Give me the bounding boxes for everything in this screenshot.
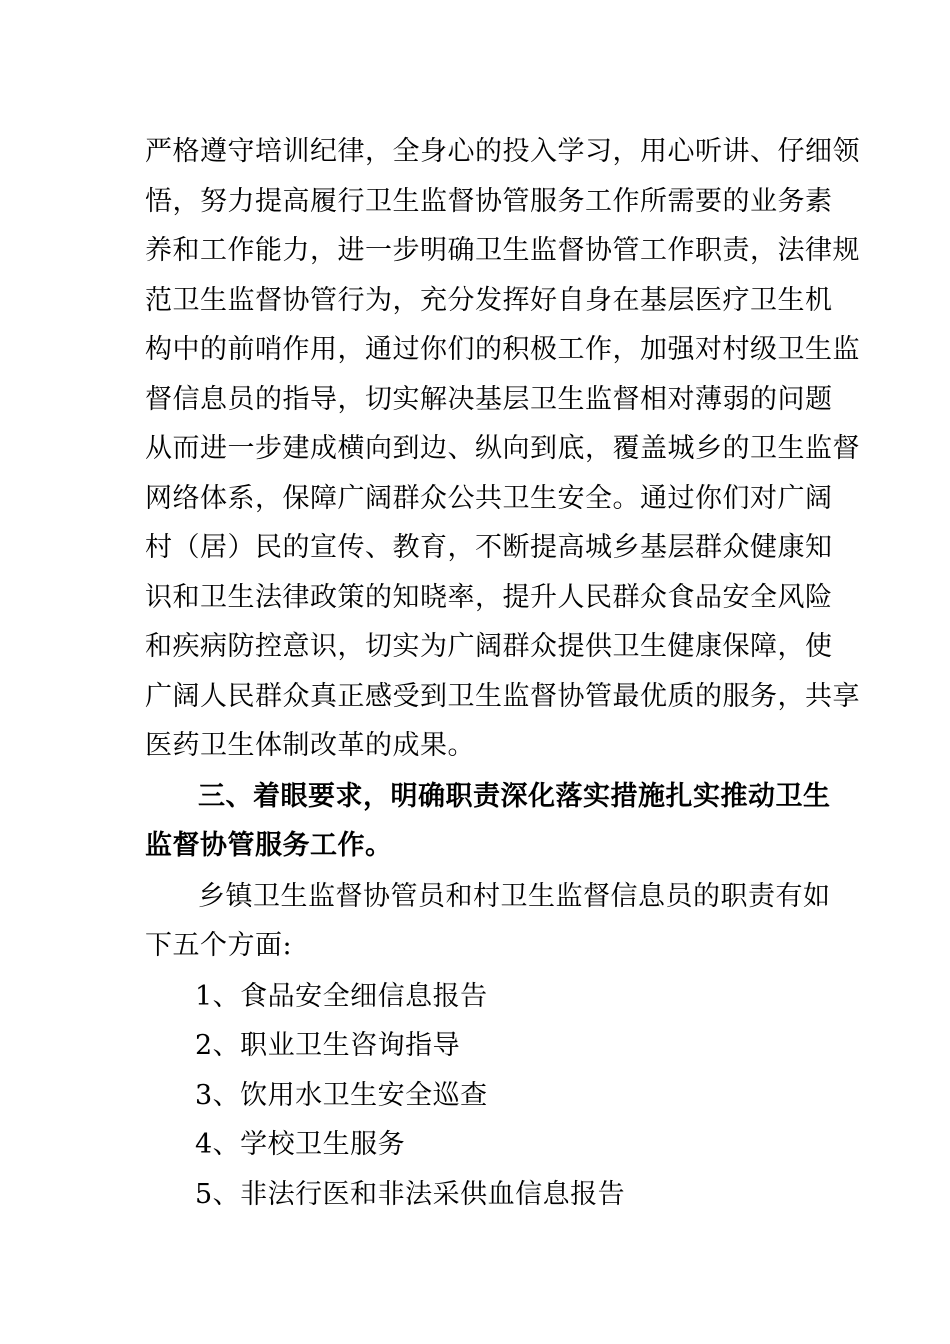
paragraph-line: 从而进一步建成横向到边、纵向到底，覆盖城乡的卫生监督 xyxy=(145,433,860,464)
list-item: 1、食品安全细信息报告 xyxy=(195,981,488,1012)
paragraph-line: 悟，努力提高履行卫生监督协管服务工作所需要的业务素 xyxy=(145,186,833,217)
section-heading: 监督协管服务工作。 xyxy=(145,830,393,861)
paragraph-line: 督信息员的指导，切实解决基层卫生监督相对薄弱的问题 xyxy=(145,384,833,415)
list-item: 5、非法行医和非法采供血信息报告 xyxy=(195,1179,626,1210)
paragraph-line: 范卫生监督协管行为，充分发挥好自身在基层医疗卫生机 xyxy=(145,285,833,316)
paragraph-line: 构中的前哨作用，通过你们的积极工作，加强对村级卫生监 xyxy=(145,334,860,365)
intro-line: 下五个方面: xyxy=(145,930,293,961)
paragraph-line: 严格遵守培训纪律，全身心的投入学习，用心听讲、仔细领 xyxy=(145,136,860,167)
list-item: 2、职业卫生咨询指导 xyxy=(195,1030,461,1061)
paragraph-line: 养和工作能力，进一步明确卫生监督协管工作职责，法律规 xyxy=(145,235,860,266)
section-heading: 三、着眼要求，明确职责深化落实措施扎实推动卫生 xyxy=(198,781,831,812)
paragraph-line: 识和卫生法律政策的知晓率，提升人民群众食品安全风险 xyxy=(145,582,833,613)
paragraph-line: 医药卫生体制改革的成果。 xyxy=(145,730,475,761)
intro-line: 乡镇卫生监督协管员和村卫生监督信息员的职责有如 xyxy=(198,881,831,912)
paragraph-line: 广阔人民群众真正感受到卫生监督协管最优质的服务，共享 xyxy=(145,681,860,712)
list-item: 3、饮用水卫生安全巡查 xyxy=(195,1080,488,1111)
list-item: 4、学校卫生服务 xyxy=(195,1129,406,1160)
paragraph-line: 网络体系，保障广阔群众公共卫生安全。通过你们对广阔 xyxy=(145,483,833,514)
paragraph-line: 村（居）民的宣传、教育，不断提高城乡基层群众健康知 xyxy=(145,532,833,563)
paragraph-line: 和疾病防控意识，切实为广阔群众提供卫生健康保障，使 xyxy=(145,631,833,662)
